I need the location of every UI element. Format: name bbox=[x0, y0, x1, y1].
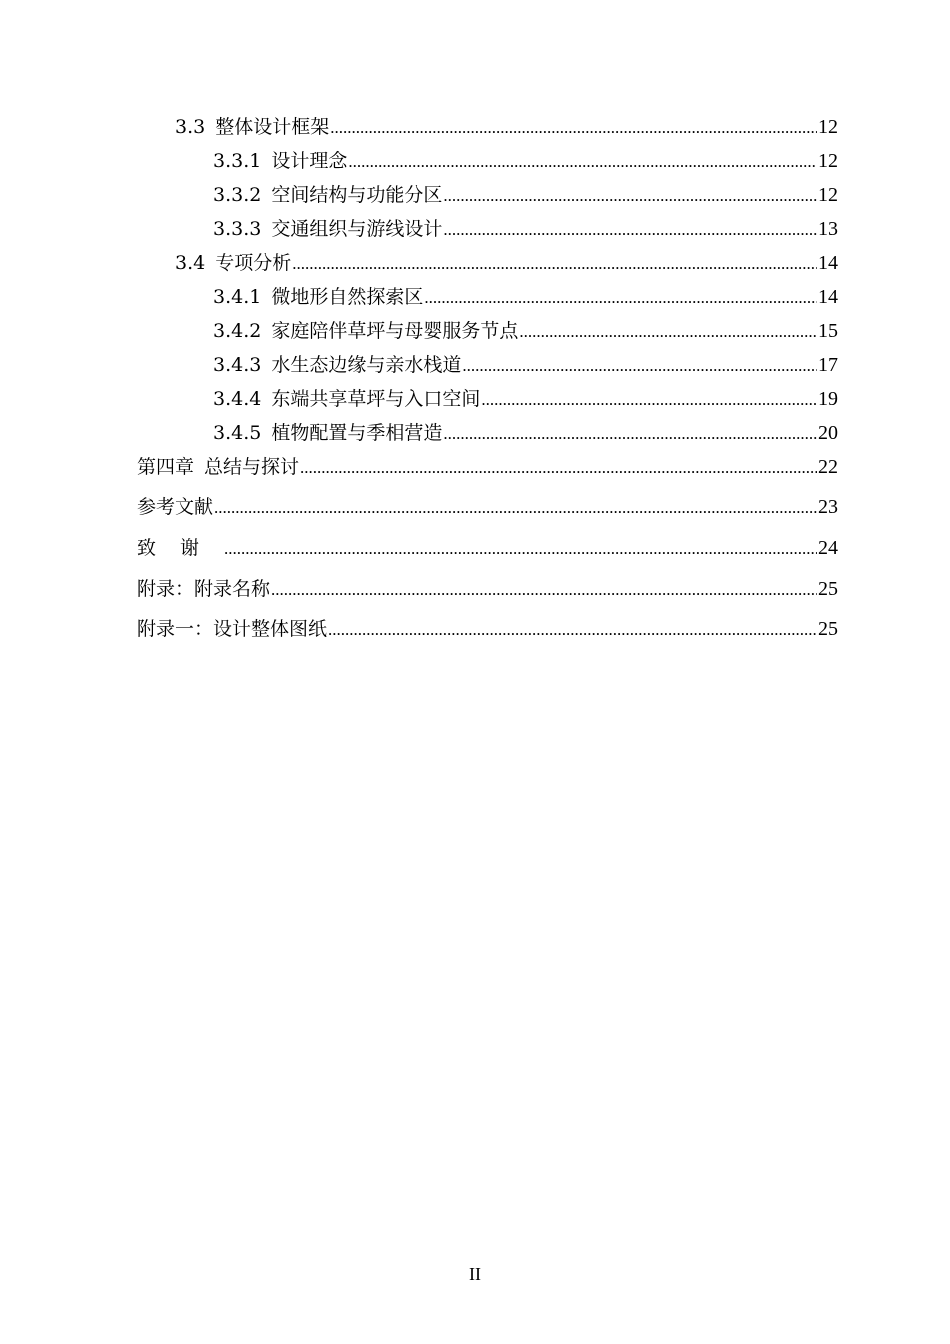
toc-entry-3-4-3[interactable] bbox=[213, 352, 838, 379]
toc-entry-appendix-1[interactable] bbox=[137, 616, 838, 643]
toc-entry-page: 15 bbox=[818, 320, 838, 342]
toc-entry-title: 整体设计框架 bbox=[215, 116, 330, 138]
toc-entry-page: 12 bbox=[818, 150, 838, 172]
toc-entry-3-4-2[interactable] bbox=[213, 318, 838, 345]
toc-entry-number: 3.4.2 bbox=[213, 320, 262, 342]
toc-leader-dots bbox=[224, 536, 817, 562]
toc-entry-3-3-3[interactable] bbox=[213, 216, 838, 243]
toc-entry-3-4-5[interactable] bbox=[213, 420, 838, 447]
toc-leader-dots bbox=[481, 387, 817, 413]
toc-entry-title: 致谢 bbox=[137, 537, 224, 559]
toc-entry-title: 设计理念 bbox=[271, 150, 348, 172]
toc-leader-dots bbox=[462, 353, 817, 379]
toc-entry-title: 附录：附录名称 bbox=[137, 578, 271, 600]
toc-entry-3-3-1[interactable] bbox=[213, 148, 838, 175]
toc-entry-3-4[interactable] bbox=[175, 250, 838, 277]
toc-leader-dots bbox=[300, 455, 817, 481]
toc-entry-number: 3.4.4 bbox=[213, 388, 262, 410]
toc-entry-number: 3.3 bbox=[175, 116, 206, 138]
toc-leader-dots bbox=[328, 617, 817, 643]
toc-entry-page: 23 bbox=[818, 496, 838, 518]
toc-entry-3-4-4[interactable] bbox=[213, 386, 838, 413]
toc-entry-3-3[interactable] bbox=[175, 114, 838, 141]
toc-leader-dots bbox=[292, 251, 817, 277]
toc-leader-dots bbox=[443, 421, 817, 447]
toc-leader-dots bbox=[348, 149, 817, 175]
toc-entry-title: 水生态边缘与亲水栈道 bbox=[271, 354, 462, 376]
toc-entry-title: 参考文献 bbox=[137, 496, 214, 518]
toc-entry-number: 3.4.1 bbox=[213, 286, 262, 308]
toc-entry-number: 3.3.1 bbox=[213, 150, 262, 172]
toc-entry-chapter-4[interactable] bbox=[137, 454, 838, 481]
page-number-footer: II bbox=[469, 1264, 481, 1284]
toc-leader-dots bbox=[271, 577, 817, 603]
toc-entry-page: 12 bbox=[818, 116, 838, 138]
toc-entry-appendix[interactable] bbox=[137, 576, 838, 603]
toc-entry-title: 交通组织与游线设计 bbox=[271, 218, 443, 240]
toc-leader-dots bbox=[519, 319, 817, 345]
toc-entry-title: 植物配置与季相营造 bbox=[271, 422, 443, 444]
toc-entry-title: 东端共享草坪与入口空间 bbox=[271, 388, 481, 410]
toc-leader-dots bbox=[443, 183, 817, 209]
toc-entry-page: 25 bbox=[818, 618, 838, 640]
toc-entry-page: 20 bbox=[818, 422, 838, 444]
toc-leader-dots bbox=[424, 285, 817, 311]
toc-leader-dots bbox=[443, 217, 817, 243]
toc-entry-references[interactable] bbox=[137, 494, 838, 521]
toc-entry-page: 25 bbox=[818, 578, 838, 600]
toc-entry-title: 总结与探讨 bbox=[204, 456, 300, 478]
toc-entry-page: 17 bbox=[818, 354, 838, 376]
toc-entry-page: 14 bbox=[818, 286, 838, 308]
toc-leader-dots bbox=[330, 115, 817, 141]
toc-entry-page: 19 bbox=[818, 388, 838, 410]
toc-entry-title: 专项分析 bbox=[215, 252, 292, 274]
toc-entry-page: 14 bbox=[818, 252, 838, 274]
toc-entry-number: 3.3.2 bbox=[213, 184, 262, 206]
toc-entry-title: 附录一：设计整体图纸 bbox=[137, 618, 328, 640]
toc-entry-page: 24 bbox=[818, 537, 838, 559]
toc-entry-page: 12 bbox=[818, 184, 838, 206]
toc-entry-title: 空间结构与功能分区 bbox=[271, 184, 443, 206]
toc-entry-title: 微地形自然探索区 bbox=[271, 286, 424, 308]
toc-entry-3-3-2[interactable] bbox=[213, 182, 838, 209]
toc-entry-acknowledgements[interactable] bbox=[137, 535, 838, 562]
toc-entry-number: 3.4.5 bbox=[213, 422, 262, 444]
toc-entry-page: 13 bbox=[818, 218, 838, 240]
toc-entry-number: 3.3.3 bbox=[213, 218, 262, 240]
toc-entry-page: 22 bbox=[818, 456, 838, 478]
toc-entry-number: 3.4 bbox=[175, 252, 206, 274]
toc-entry-number: 第四章 bbox=[137, 456, 195, 478]
toc-leader-dots bbox=[214, 495, 817, 521]
toc-entry-title: 家庭陪伴草坪与母婴服务节点 bbox=[271, 320, 519, 342]
toc-entry-number: 3.4.3 bbox=[213, 354, 262, 376]
toc-entry-3-4-1[interactable] bbox=[213, 284, 838, 311]
